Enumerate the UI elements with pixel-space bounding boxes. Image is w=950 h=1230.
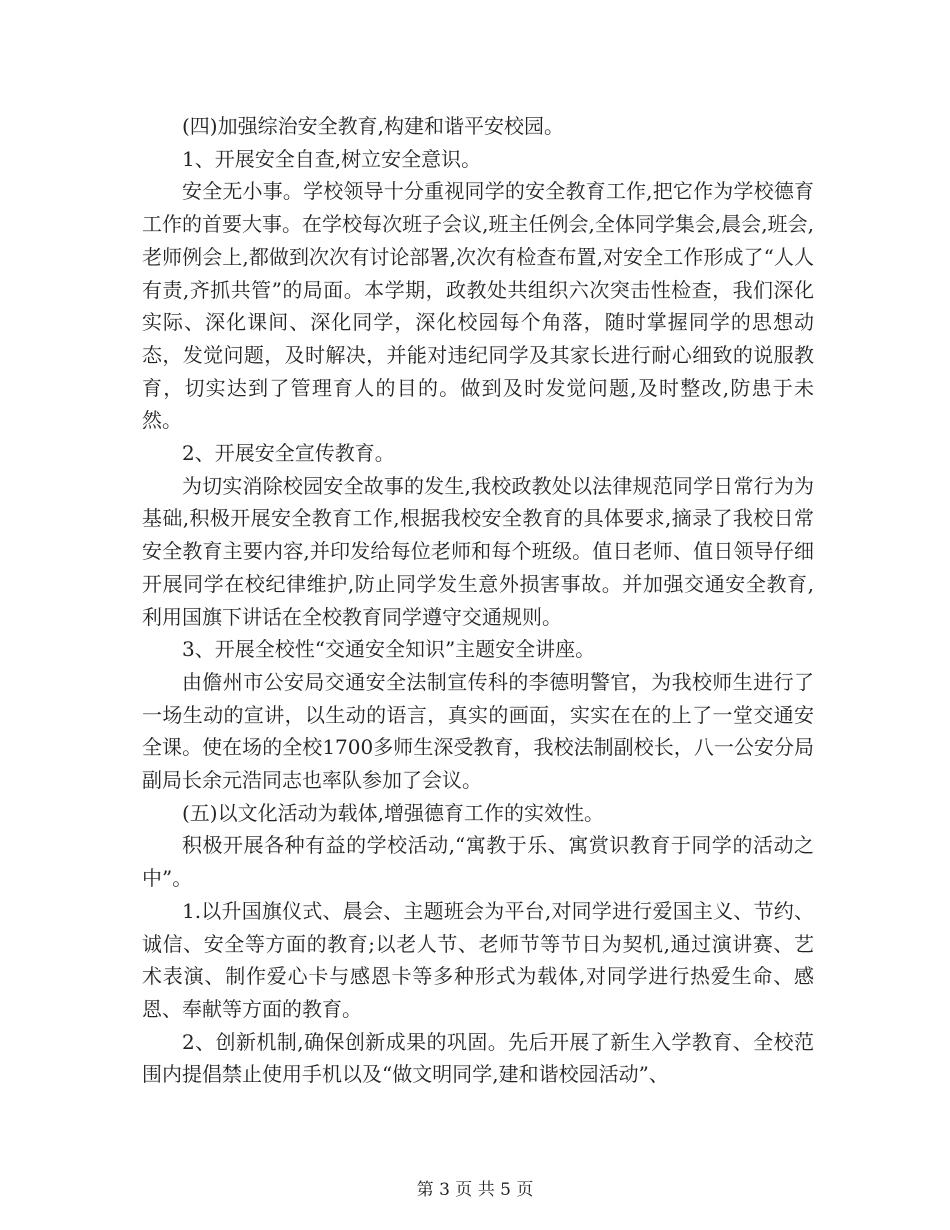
paragraph-activities: 积极开展各种有益的学校活动,“寓教于乐、寓赏识教育于同学的活动之中”。 xyxy=(142,833,814,891)
paragraph-innovation: 2、创新机制,确保创新成果的巩固。先后开展了新生入学教育、全校范围内提倡禁止使用手机以及“做文明同学,建和谐校园活动”、 xyxy=(142,1029,814,1087)
subheading-traffic-lecture: 3、开展全校性“交通安全知识”主题安全讲座。 xyxy=(182,637,596,662)
document-body xyxy=(142,110,814,1091)
section-heading-5: (五)以文化活动为载体,增强德育工作的实效性。 xyxy=(182,800,604,825)
paragraph-safety: 安全无小事。学校领导十分重视同学的安全教育工作,把它作为学校德育工作的首要大事。在学校每次班子会议,班主任例会,全体同学集会,晨会,班会,老师例会上,都做到次次有讨论部署,次次有检查布置,对安全工作形成了“人人有责,齐抓共管”的局面。本学期，政教处共组织六次突击性检查，我们深化实际、深化课间、深化同学，深化校园每个角落，随时掌握同学的思想动态，发觉问题，及时解决，并能对违纪同学及其家长进行耐心细致的说服教育，切实达到了管理育人的目的。做到及时发觉问题,及时整改,防患于未然。 xyxy=(142,179,814,433)
paragraph-safety-publicity: 为切实消除校园安全故事的发生,我校政教处以法律规范同学日常行为为基础,积极开展安全教育工作,根据我校安全教育的具体要求,摘录了我校日常安全教育主要内容,并印发给每位老师和每个班级。值日老师、值日领导仔细开展同学在校纪律维护,防止同学发生意外损害事故。并加强交通安全教育,利用国旗下讲话在全校教育同学遵守交通规则。 xyxy=(142,473,814,629)
subheading-safety-publicity: 2、开展安全宣传教育。 xyxy=(182,441,395,466)
section-heading-4: (四)加强综治安全教育,构建和谐平安校园。 xyxy=(182,114,564,138)
subheading-safety-self-check: 1、开展安全自查,树立安全意识。 xyxy=(182,146,482,171)
paragraph-traffic-lecture: 由儋州市公安局交通安全法制宣传科的李德明警官，为我校师生进行了一场生动的宣讲，以生动的语言，真实的画面，实实在在的上了一堂交通安全课。使在场的全校1700多师生深受教育，我校法制副校长，八一公安分局副局长余元浩同志也率队参加了会议。 xyxy=(142,669,814,793)
paragraph-flag-ceremony: 1.以升国旗仪式、晨会、主题班会为平台,对同学进行爱国主义、节约、诚信、安全等方面的教育;以老人节、老师节等节日为契机,通过演讲赛、艺术表演、制作爱心卡与感恩卡等多种形式为载体,对同学进行热爱生命、感恩、奉献等方面的教育。 xyxy=(142,898,814,1021)
page-footer: 第 3 页 共 5 页 xyxy=(416,1180,534,1200)
